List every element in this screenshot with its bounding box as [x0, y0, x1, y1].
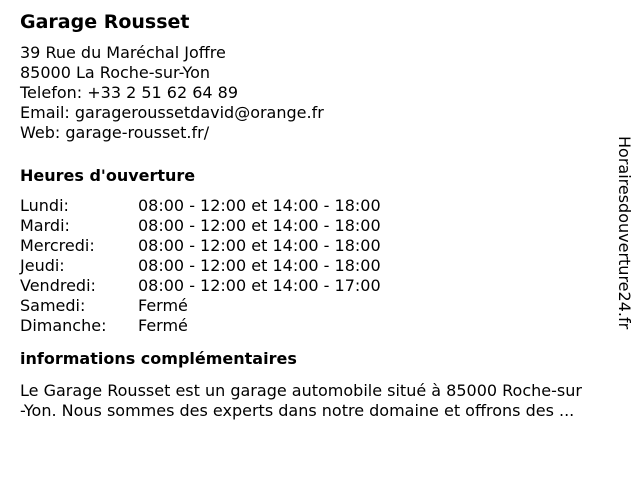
additional-info-heading: informations complémentaires — [20, 349, 297, 368]
description-line-1: Le Garage Rousset est un garage automobile situé à 85000 Roche-sur — [20, 381, 582, 400]
time-value: 08:00 - 12:00 et 14:00 - 18:00 — [138, 256, 381, 275]
contact-block — [20, 43, 630, 143]
business-name: Garage Rousset — [20, 11, 190, 33]
hours-row-tuesday — [20, 216, 630, 236]
hours-row-thursday — [20, 256, 630, 276]
hours-row-sunday — [20, 316, 630, 336]
phone-text: Telefon: +33 2 51 62 64 89 — [20, 83, 239, 102]
day-label: Samedi: — [20, 296, 86, 315]
day-label: Mardi: — [20, 216, 70, 235]
address-line-1: 39 Rue du Maréchal Joffre — [20, 43, 226, 62]
day-label: Lundi: — [20, 196, 69, 215]
hours-row-friday — [20, 276, 630, 296]
site-watermark: Horairesdouverture24.fr — [615, 136, 634, 330]
day-label: Mercredi: — [20, 236, 95, 255]
description-text — [20, 381, 630, 421]
hours-row-wednesday — [20, 236, 630, 256]
time-value: Fermé — [138, 296, 188, 315]
hours-row-monday — [20, 196, 630, 216]
day-label: Dimanche: — [20, 316, 107, 335]
website-text: Web: garage-rousset.fr/ — [20, 123, 210, 142]
time-value: 08:00 - 12:00 et 14:00 - 17:00 — [138, 276, 381, 295]
time-value: 08:00 - 12:00 et 14:00 - 18:00 — [138, 196, 381, 215]
opening-hours-heading: Heures d'ouverture — [20, 166, 196, 185]
time-value: 08:00 - 12:00 et 14:00 - 18:00 — [138, 236, 381, 255]
email-text: Email: garageroussetdavid@orange.fr — [20, 103, 324, 122]
hours-row-saturday — [20, 296, 630, 316]
address-line-2: 85000 La Roche-sur-Yon — [20, 63, 211, 82]
day-label: Jeudi: — [20, 256, 65, 275]
time-value: 08:00 - 12:00 et 14:00 - 18:00 — [138, 216, 381, 235]
opening-hours-table — [20, 196, 630, 336]
description-line-2: -Yon. Nous sommes des experts dans notre domaine et offrons des ... — [20, 401, 575, 420]
business-card — [20, 10, 630, 421]
time-value: Fermé — [138, 316, 188, 335]
day-label: Vendredi: — [20, 276, 96, 295]
